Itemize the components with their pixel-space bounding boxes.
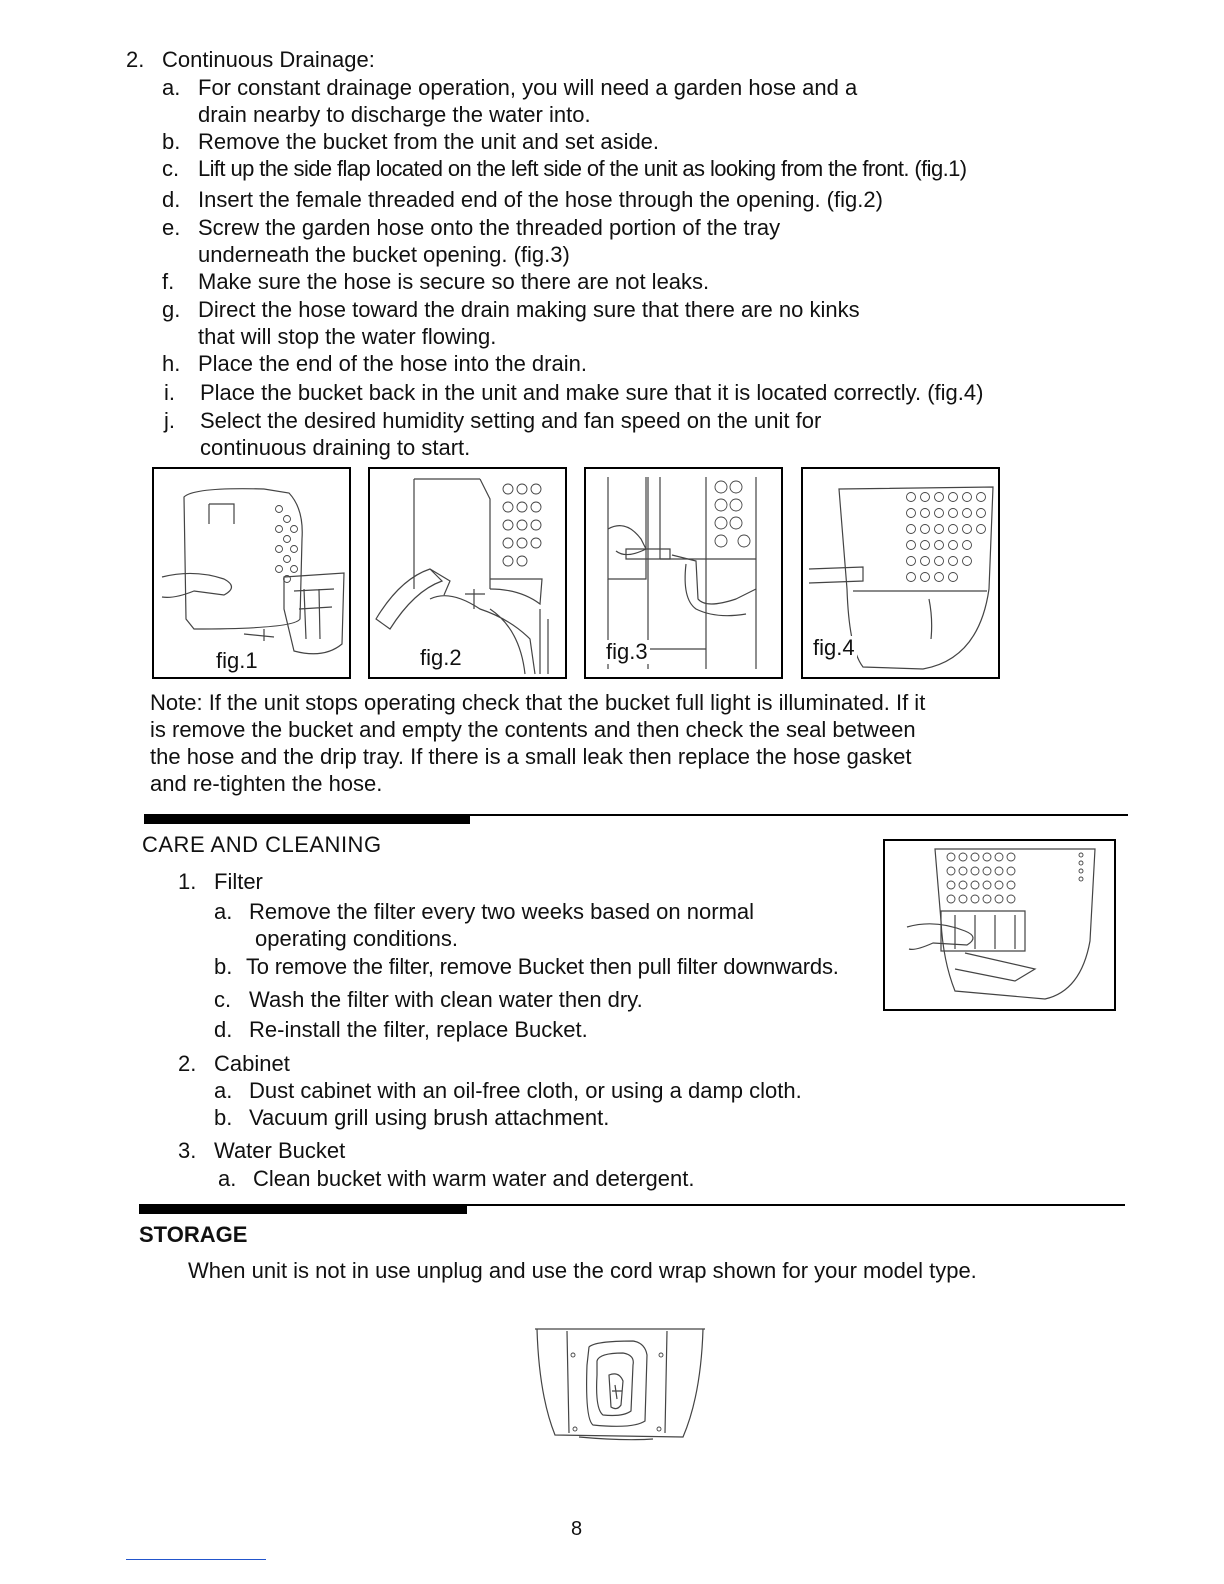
figure-3-label: fig.3 <box>606 639 648 664</box>
step-letter: g. <box>162 297 181 322</box>
figure-2-label: fig.2 <box>420 645 462 670</box>
dehumidifier-side-flap-drawing <box>154 469 349 677</box>
step-text: Remove the bucket from the unit and set aside. <box>198 129 660 154</box>
step-text: Direct the hose toward the drain making sure that there are no kinks <box>198 297 860 322</box>
cabinet-title: Cabinet <box>214 1051 290 1076</box>
step-letter: e. <box>162 215 181 240</box>
cord-wrap-figure <box>533 1325 707 1443</box>
step-text: Clean bucket with warm water and detergent. <box>253 1166 695 1191</box>
filter-removal-figure <box>883 839 1116 1011</box>
figure-1 <box>152 467 351 679</box>
filter-title: Filter <box>214 869 263 894</box>
step-text: Lift up the side flap located on the left side of the unit as looking from the front. (fig.1) <box>198 156 967 181</box>
filter-removal-drawing <box>885 841 1114 1009</box>
step-letter: a. <box>162 75 181 100</box>
step-text: To remove the filter, remove Bucket then pull filter downwards. <box>246 954 839 979</box>
step-letter: a. <box>218 1166 237 1191</box>
storage-heading: STORAGE <box>139 1222 248 1247</box>
step-text: Dust cabinet with an oil-free cloth, or using a damp cloth. <box>249 1078 802 1103</box>
figure-1-label: fig.1 <box>216 648 258 673</box>
figure-2 <box>368 467 567 679</box>
care-heading: CARE AND CLEANING <box>142 832 382 857</box>
step-text: underneath the bucket opening. (fig.3) <box>198 242 570 267</box>
step-text: Wash the filter with clean water then dry. <box>249 987 643 1012</box>
step-letter: f. <box>162 269 175 294</box>
figure-4 <box>801 467 1000 679</box>
step-text: Screw the garden hose onto the threaded portion of the tray <box>198 215 781 240</box>
step-letter: b. <box>162 129 181 154</box>
step-text: operating conditions. <box>255 926 459 951</box>
storage-text: When unit is not in use unplug and use the cord wrap shown for your model type. <box>188 1258 977 1283</box>
step-text: continuous draining to start. <box>200 435 471 460</box>
step-letter: b. <box>214 1105 233 1130</box>
section-divider <box>139 1204 1125 1206</box>
step-text: Remove the filter every two weeks based on normal <box>249 899 755 924</box>
page-number: 8 <box>571 1518 583 1540</box>
step-letter: a. <box>214 899 233 924</box>
step-letter: d. <box>162 187 181 212</box>
bucket-number: 3. <box>178 1138 197 1163</box>
step-text: Make sure the hose is secure so there are not leaks. <box>198 269 710 294</box>
drainage-number: 2. <box>126 47 145 72</box>
note-line: Note: If the unit stops operating check that the bucket full light is illuminated. If it <box>150 690 926 715</box>
cabinet-number: 2. <box>178 1051 197 1076</box>
step-text: Place the end of the hose into the drain. <box>198 351 587 376</box>
note-line: is remove the bucket and empty the contents and then check the seal between <box>150 717 916 742</box>
figure-4-label: fig.4 <box>813 635 855 660</box>
step-text: Re-install the filter, replace Bucket. <box>249 1017 588 1042</box>
step-text: Vacuum grill using brush attachment. <box>249 1105 610 1130</box>
step-letter: h. <box>162 351 181 376</box>
hose-insert-drawing <box>370 469 565 677</box>
note-line: the hose and the drip tray. If there is a small leak then replace the hose gasket <box>150 744 912 769</box>
step-text: that will stop the water flowing. <box>198 324 497 349</box>
bottom-divider <box>126 1559 266 1560</box>
bucket-title: Water Bucket <box>214 1138 346 1163</box>
step-letter: a. <box>214 1078 233 1103</box>
step-letter: c. <box>162 156 180 181</box>
step-text: For constant drainage operation, you will need a garden hose and a <box>198 75 858 100</box>
step-letter: d. <box>214 1017 233 1042</box>
step-letter: c. <box>214 987 232 1012</box>
step-text: Place the bucket back in the unit and make sure that it is located correctly. (fig.4) <box>200 380 984 405</box>
step-letter: i. <box>164 380 175 405</box>
filter-number: 1. <box>178 869 197 894</box>
step-letter: b. <box>214 954 233 979</box>
step-text: drain nearby to discharge the water into. <box>198 102 591 127</box>
note-line: and re-tighten the hose. <box>150 771 383 796</box>
step-text: Select the desired humidity setting and fan speed on the unit for <box>200 408 822 433</box>
cord-wrap-drawing <box>533 1325 707 1443</box>
drainage-title: Continuous Drainage: <box>162 47 375 72</box>
step-letter: j. <box>164 408 175 433</box>
step-text: Insert the female threaded end of the hose through the opening. (fig.2) <box>198 187 883 212</box>
figure-3 <box>584 467 783 679</box>
section-divider <box>144 814 1128 816</box>
